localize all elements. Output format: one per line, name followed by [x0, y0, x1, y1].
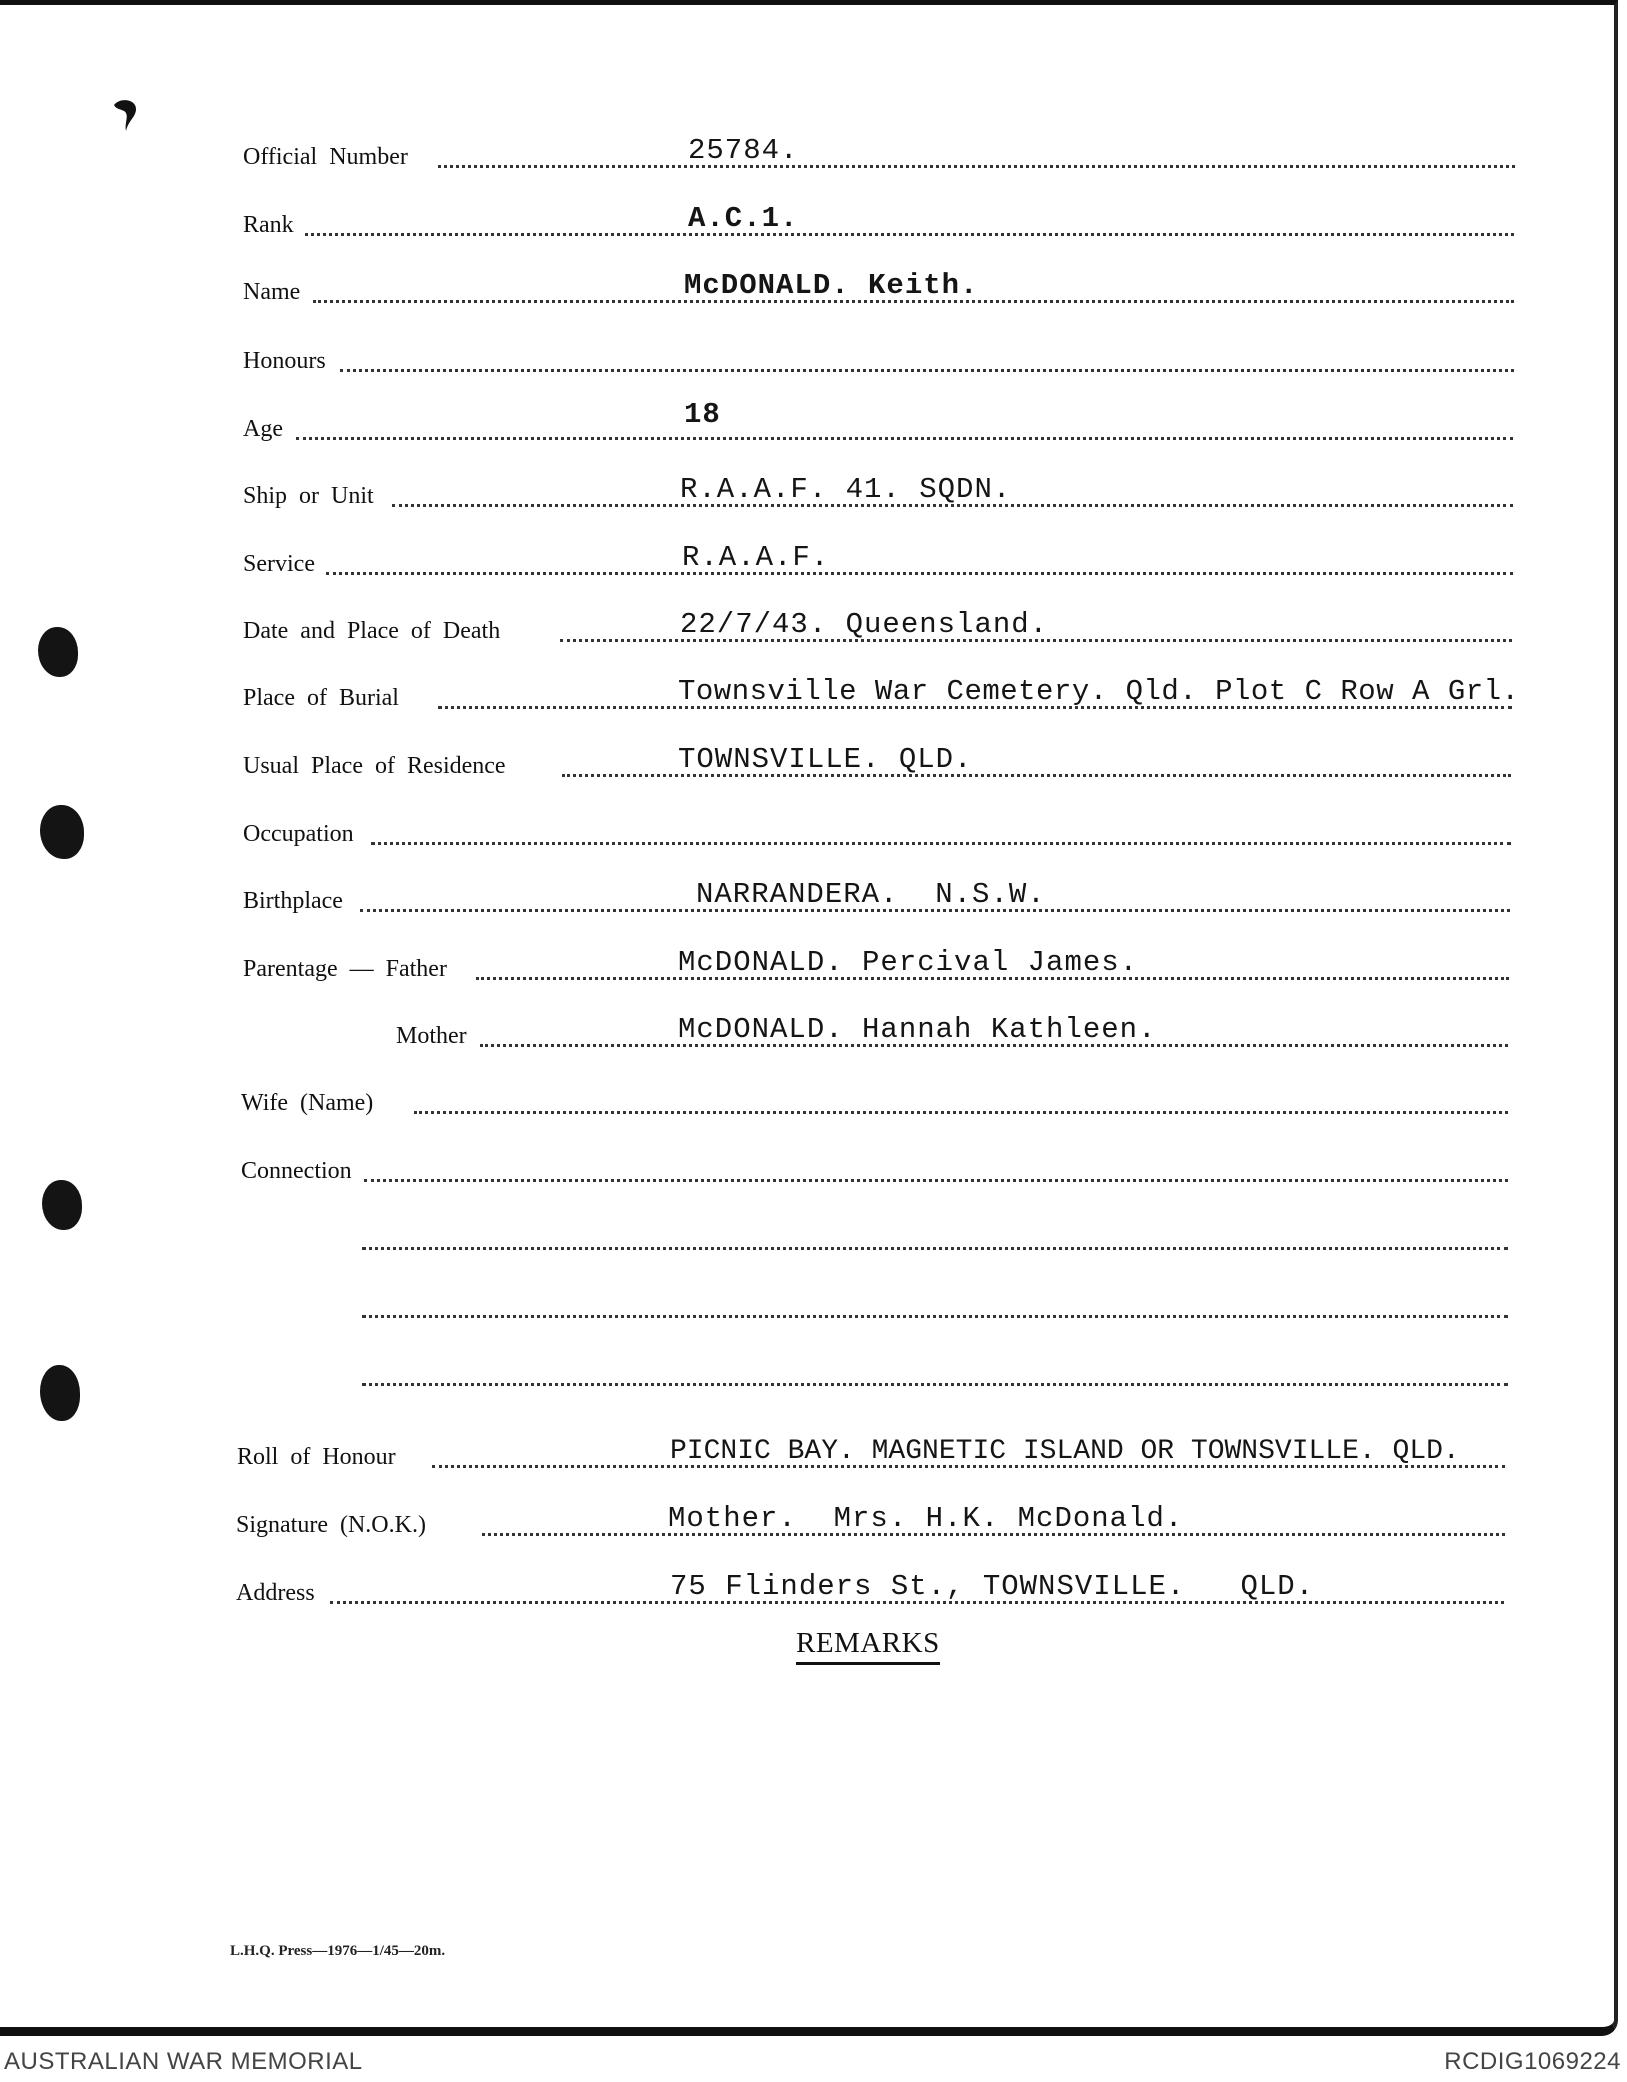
field-label: Connection	[241, 1158, 352, 1184]
field-wife-name	[0, 1079, 1627, 1123]
dotted-line	[438, 165, 1515, 168]
field-date-place-of-death	[0, 607, 1627, 651]
footer-institution: AUSTRALIAN WAR MEMORIAL	[4, 2048, 363, 2075]
field-connection	[0, 1147, 1627, 1191]
field-service	[0, 540, 1627, 584]
field-connection-line	[0, 1215, 1627, 1259]
field-label: Address	[236, 1580, 315, 1606]
field-value: McDONALD. Hannah Kathleen.	[678, 1013, 1157, 1046]
field-value: McDONALD. Percival James.	[678, 946, 1139, 979]
field-signature-nok	[0, 1501, 1627, 1545]
field-label: Wife (Name)	[241, 1090, 374, 1116]
field-label: Place of Burial	[243, 685, 399, 711]
field-connection-line	[0, 1283, 1627, 1327]
field-value: McDONALD. Keith.	[684, 269, 979, 302]
field-occupation	[0, 810, 1627, 854]
field-roll-of-honour	[0, 1433, 1627, 1477]
field-place-of-burial	[0, 674, 1627, 718]
dotted-line	[296, 437, 1513, 440]
field-label: Rank	[243, 212, 294, 238]
field-name	[0, 268, 1627, 312]
field-label: Mother	[396, 1023, 467, 1049]
field-value: 18	[684, 398, 721, 431]
field-label: Roll of Honour	[237, 1444, 396, 1470]
field-value: Mother. Mrs. H.K. McDonald.	[668, 1502, 1184, 1535]
field-label: Age	[243, 416, 283, 442]
field-label: Name	[243, 279, 301, 305]
dotted-line	[362, 1383, 1508, 1386]
field-value: 22/7/43. Queensland.	[680, 608, 1049, 641]
field-label: Signature (N.O.K.)	[236, 1512, 426, 1538]
dotted-line	[364, 1179, 1508, 1182]
field-value: NARRANDERA. N.S.W.	[696, 878, 1046, 911]
field-label: Occupation	[243, 821, 354, 847]
field-label: Usual Place of Residence	[243, 753, 506, 779]
dotted-line	[371, 842, 1511, 845]
field-father	[0, 945, 1627, 989]
field-value: Townsville War Cemetery. Qld. Plot C Row A Grl.	[678, 675, 1520, 708]
field-mother	[0, 1012, 1627, 1056]
field-birthplace	[0, 877, 1627, 921]
field-value: 25784.	[688, 134, 799, 167]
field-age	[0, 398, 1627, 449]
field-label: Service	[243, 551, 315, 577]
ink-mark-icon	[112, 97, 138, 133]
field-label: Official Number	[243, 144, 408, 170]
field-address	[0, 1569, 1627, 1613]
dotted-line	[362, 1247, 1508, 1250]
field-value: R.A.A.F.	[682, 541, 830, 574]
field-label: Parentage — Father	[243, 956, 447, 982]
field-value: R.A.A.F. 41. SQDN.	[680, 473, 1012, 506]
field-label: Ship or Unit	[243, 483, 374, 509]
field-value: A.C.1.	[688, 202, 799, 235]
field-label: Date and Place of Death	[243, 618, 501, 644]
field-rank	[0, 201, 1627, 245]
field-connection-line	[0, 1351, 1627, 1395]
footer-record-id: RCDIG1069224	[1444, 2048, 1621, 2075]
dotted-line	[340, 369, 1514, 372]
field-value: PICNIC BAY. MAGNETIC ISLAND OR TOWNSVILLE. QLD.	[670, 1436, 1460, 1467]
field-value: TOWNSVILLE. QLD.	[678, 743, 973, 776]
field-ship-or-unit	[0, 472, 1627, 516]
dotted-line	[362, 1315, 1508, 1318]
dotted-line	[326, 572, 1513, 575]
field-usual-residence	[0, 742, 1627, 786]
field-official-number	[0, 133, 1627, 177]
dotted-line	[305, 233, 1514, 236]
field-label: Honours	[243, 348, 326, 374]
field-honours	[0, 337, 1627, 381]
dotted-line	[414, 1111, 1508, 1114]
field-label: Birthplace	[243, 888, 343, 914]
field-value: 75 Flinders St., TOWNSVILLE. QLD.	[670, 1570, 1315, 1603]
printer-imprint: L.H.Q. Press—1976—1/45—20m.	[230, 1943, 446, 1959]
remarks-heading: REMARKS	[796, 1627, 940, 1665]
